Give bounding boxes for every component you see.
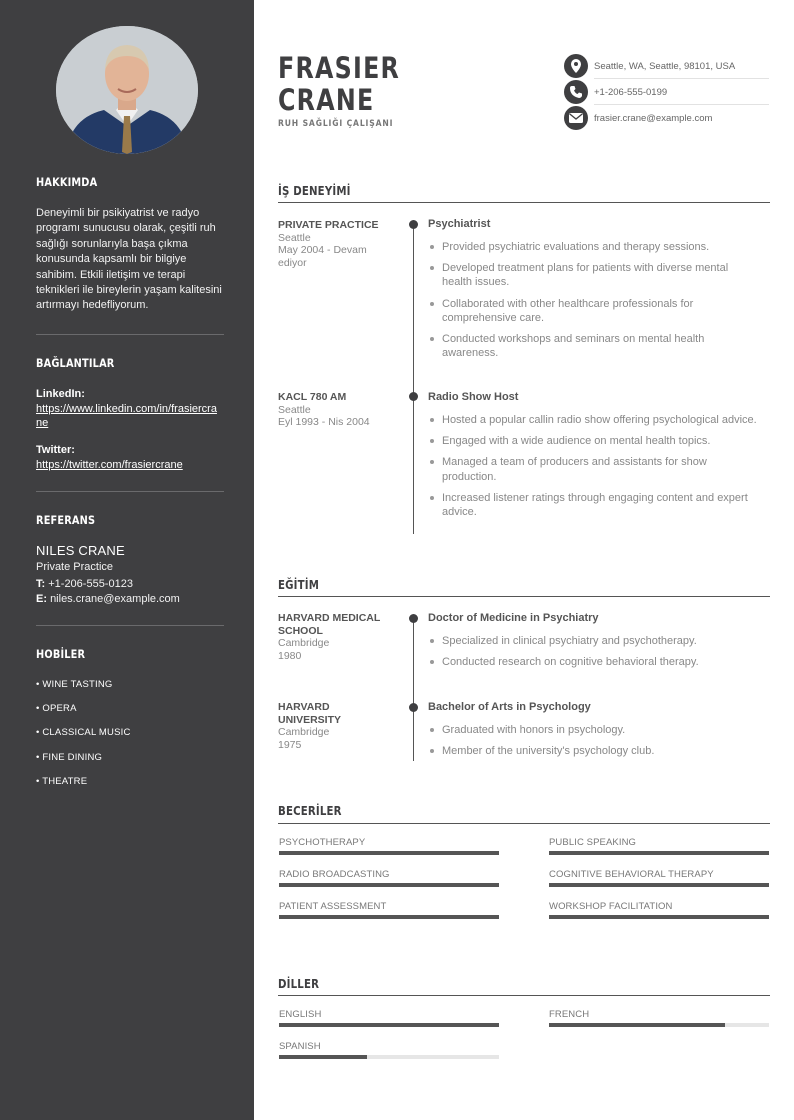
education-dates: 1975 — [278, 738, 302, 751]
list-item: Graduated with honors in psychology. — [428, 723, 758, 737]
name-first: FRASIER — [278, 51, 401, 85]
list-item: Hosted a popular callin radio show offering psychological advice. — [428, 413, 758, 427]
hobby-item: • OPERA — [36, 703, 77, 714]
experience-org: PRIVATE PRACTICE — [278, 219, 379, 231]
skill-name: WORKSHOP FACILITATION — [549, 901, 673, 912]
hobby-item: • FINE DINING — [36, 752, 103, 763]
education-degree: Bachelor of Arts in Psychology — [428, 701, 591, 713]
experience-role: Psychiatrist — [428, 218, 491, 230]
skill-name: RADIO BROADCASTING — [279, 869, 390, 880]
hobby-item: • WINE TASTING — [36, 679, 113, 690]
timeline-dot — [409, 703, 418, 712]
language-name: ENGLISH — [279, 1009, 322, 1020]
links-heading: BAĞLANTILAR — [36, 356, 115, 370]
language-bar — [279, 1055, 499, 1059]
skill-bar — [279, 851, 499, 855]
profile-photo — [56, 26, 198, 154]
language-bar-fill — [279, 1023, 499, 1027]
skill-bar-fill — [549, 851, 769, 855]
experience-location: Seattle — [278, 231, 311, 244]
language-bar-fill — [279, 1055, 367, 1059]
reference-email — [36, 593, 180, 605]
contact-phone: +1-206-555-0199 — [594, 87, 668, 98]
linkedin-link[interactable]: https://www.linkedin.com/in/frasiercrane — [36, 403, 217, 429]
skill-bar — [279, 915, 499, 919]
skill-bar-fill — [549, 915, 769, 919]
timeline-dot — [409, 614, 418, 623]
skill-bar-fill — [279, 883, 499, 887]
list-item: Increased listener ratings through engaging content and expert advice. — [428, 491, 758, 519]
skill-name: PATIENT ASSESSMENT — [279, 901, 387, 912]
experience-dates: Eyl 1993 - Nis 2004 — [278, 416, 370, 429]
language-bar-fill — [549, 1023, 725, 1027]
list-item: Collaborated with other healthcare professionals for comprehensive care. — [428, 297, 758, 325]
experience-bullets — [428, 413, 758, 519]
person-name — [278, 52, 400, 116]
phone-icon — [564, 80, 588, 104]
divider — [36, 334, 224, 335]
skill-bar-fill — [279, 915, 499, 919]
reference-phone-label: T: — [36, 578, 46, 590]
list-item: Member of the university's psychology club. — [428, 744, 758, 758]
hobbies-heading: HOBİLER — [36, 647, 86, 661]
languages-heading: DİLLER — [278, 977, 320, 991]
timeline-line — [413, 225, 414, 534]
skill-bar — [549, 883, 769, 887]
divider — [36, 625, 224, 626]
education-dates: 1980 — [278, 649, 302, 662]
skill-bar — [549, 851, 769, 855]
contact-email: frasier.crane@example.com — [594, 113, 713, 124]
skill-bar-fill — [279, 851, 499, 855]
hobby-item: • CLASSICAL MUSIC — [36, 727, 131, 738]
job-title: RUH SAĞLIĞI ÇALIŞANI — [278, 119, 394, 129]
timeline-dot — [409, 392, 418, 401]
language-bar — [279, 1023, 499, 1027]
experience-location: Seattle — [278, 403, 311, 416]
section-divider — [278, 823, 770, 824]
education-org: HARVARD UNIVERSITY — [278, 701, 342, 726]
skill-name: PSYCHOTHERAPY — [279, 837, 366, 848]
education-org: HARVARD MEDICAL SCHOOL — [278, 612, 381, 637]
linkedin-label: LinkedIn: — [36, 388, 85, 400]
list-item: Conducted research on cognitive behavioral therapy. — [428, 655, 758, 669]
contact-address: Seattle, WA, Seattle, 98101, USA — [594, 61, 736, 72]
reference-email-value: niles.crane@example.com — [50, 593, 180, 605]
twitter-link[interactable]: https://twitter.com/frasiercrane — [36, 459, 183, 471]
education-bullets — [428, 723, 758, 758]
section-divider — [278, 596, 770, 597]
skill-name: COGNITIVE BEHAVIORAL THERAPY — [549, 869, 714, 880]
experience-heading: İŞ DENEYİMİ — [278, 184, 351, 198]
reference-phone — [36, 578, 133, 590]
education-degree: Doctor of Medicine in Psychiatry — [428, 612, 599, 624]
contact-divider — [594, 104, 769, 105]
about-heading: HAKKIMDA — [36, 175, 98, 189]
education-location: Cambridge — [278, 637, 330, 650]
about-text: Deneyimli bir psikiyatrist ve radyo programı sunucusu olarak, çeşitli ruh sağlığı sorunlarıyla başa çıkma konusunda kapsamlı bir bilgiye sahibim. Etkili iletişim ve terapi teknikleri ile bireylerin yaşam kalitesini artırmayı hedefliyorum. — [36, 207, 222, 312]
experience-meta — [278, 219, 390, 269]
section-divider — [278, 995, 770, 996]
education-heading: EĞİTİM — [278, 578, 320, 592]
reference-name: NILES CRANE — [36, 543, 125, 558]
education-meta — [278, 701, 390, 751]
list-item: Engaged with a wide audience on mental health topics. — [428, 434, 758, 448]
education-bullets — [428, 634, 758, 669]
list-item: Developed treatment plans for patients with diverse mental health issues. — [428, 261, 758, 289]
education-location: Cambridge — [278, 726, 330, 739]
hobby-item: • THEATRE — [36, 776, 88, 787]
section-divider — [278, 202, 770, 203]
twitter-label: Twitter: — [36, 444, 75, 456]
list-item: Managed a team of producers and assistants for show production. — [428, 455, 758, 483]
experience-role: Radio Show Host — [428, 391, 519, 403]
list-item: Specialized in clinical psychiatry and psychotherapy. — [428, 634, 758, 648]
avatar — [56, 26, 198, 154]
skill-bar-fill — [549, 883, 769, 887]
reference-phone-value: +1-206-555-0123 — [48, 578, 133, 590]
divider — [36, 491, 224, 492]
skill-bar — [549, 915, 769, 919]
language-name: SPANISH — [279, 1041, 321, 1052]
reference-email-label: E: — [36, 593, 47, 605]
language-bar — [549, 1023, 769, 1027]
experience-bullets — [428, 240, 758, 360]
list-item: Conducted workshops and seminars on mental health awareness. — [428, 332, 758, 360]
language-name: FRENCH — [549, 1009, 590, 1020]
skill-bar — [279, 883, 499, 887]
name-last: CRANE — [278, 83, 375, 117]
experience-dates: May 2004 - Devam ediyor — [278, 244, 367, 269]
location-pin-icon — [564, 54, 588, 78]
reference-heading: REFERANS — [36, 513, 96, 527]
sidebar — [0, 0, 254, 1120]
experience-meta — [278, 391, 390, 429]
timeline-dot — [409, 220, 418, 229]
education-meta — [278, 612, 390, 662]
skills-heading: BECERİLER — [278, 804, 342, 818]
email-icon — [564, 106, 588, 130]
reference-company: Private Practice — [36, 561, 114, 573]
experience-org: KACL 780 AM — [278, 391, 347, 403]
timeline-line — [413, 619, 414, 761]
list-item: Provided psychiatric evaluations and therapy sessions. — [428, 240, 758, 254]
contact-divider — [594, 78, 769, 79]
skill-name: PUBLIC SPEAKING — [549, 837, 637, 848]
